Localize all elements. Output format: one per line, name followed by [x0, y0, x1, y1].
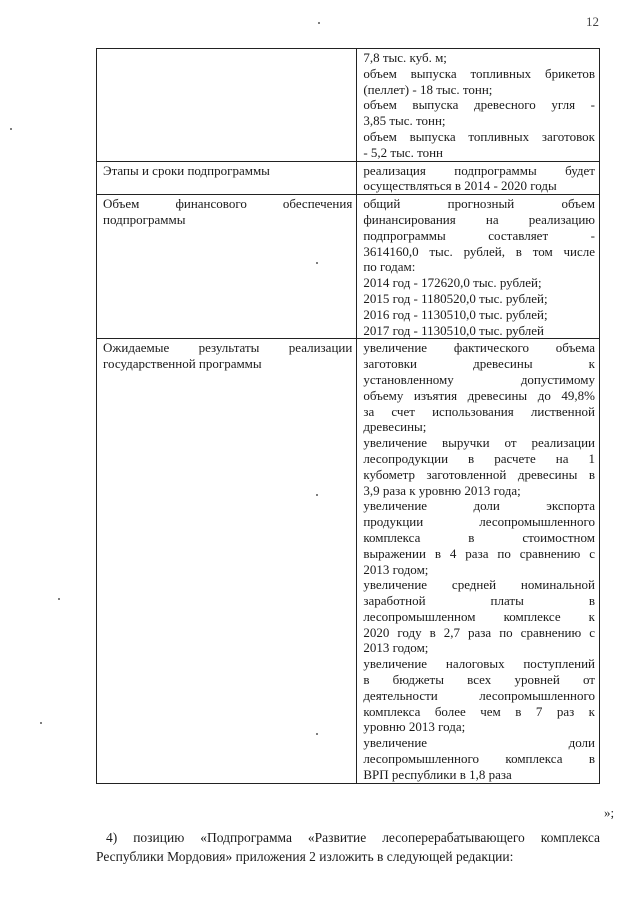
value-line: комплекса в стоимостном [363, 529, 595, 545]
value-line: подпрограммы составляет - [363, 227, 595, 243]
label-line: подпрограммы [103, 211, 186, 227]
value-line: увеличение средней номинальной [363, 577, 595, 593]
value-line: заготовки древесины к [363, 356, 595, 372]
scan-speck [316, 494, 318, 496]
value-line: 2014 год - 172620,0 тыс. рублей; [363, 275, 542, 291]
value-line: комплекса более чем в 7 раз к [363, 703, 595, 719]
value-line: - 5,2 тыс. тонн [363, 144, 444, 160]
scan-speck [316, 262, 318, 264]
value-line: общий прогнозный объем [363, 196, 595, 212]
row-value-cell [357, 339, 600, 783]
value-line: лесопромышленного комплекса в [363, 751, 595, 767]
value-line: 2013 годом; [363, 640, 429, 656]
value-line: 2017 год - 1130510,0 тыс. рублей [363, 322, 545, 338]
value-line: объему изъятия древесины до 49,8% [363, 387, 595, 403]
paragraph-line-1: 4) позицию «Подпрограмма «Развитие лесоперерабатывающего комплекса [106, 830, 600, 845]
value-line: установленному допустимому [363, 371, 595, 387]
value-line: по годам: [363, 259, 416, 275]
amendment-paragraph [96, 828, 600, 866]
row-label-cell [97, 161, 357, 195]
value-line: лесопродукции в расчете на 1 [363, 450, 595, 466]
value-line: за счет использования лиственной [363, 403, 595, 419]
value-line: 2015 год - 1180520,0 тыс. рублей; [363, 290, 548, 306]
value-line: увеличение фактического объема [363, 340, 595, 356]
row-value-cell [357, 161, 600, 195]
value-line: заработной платы в [363, 593, 595, 609]
value-line: продукции лесопромышленного [363, 514, 595, 530]
passport-table [96, 48, 600, 784]
value-line: лесопромышленном комплексе к [363, 608, 595, 624]
value-line: деятельности лесопромышленного [363, 687, 595, 703]
value-line: увеличение налоговых поступлений [363, 656, 595, 672]
table-row [97, 161, 600, 195]
value-line: уровню 2013 года; [363, 719, 466, 735]
value-line: 2016 год - 1130510,0 тыс. рублей; [363, 306, 548, 322]
value-line: в бюджеты всех уровней от [363, 672, 595, 688]
row-value-cell [357, 195, 600, 339]
label-line: Ожидаемые результаты реализации [103, 340, 353, 356]
paragraph-line-2: Республики Мордовия» приложения 2 изложить в следующей редакции: [96, 849, 514, 864]
table-row [97, 195, 600, 339]
value-line: объем выпуска древесного угля - [363, 97, 595, 113]
value-line: финансирования на реализацию [363, 211, 595, 227]
table-row [97, 49, 600, 162]
value-line: объем выпуска топливных заготовок [363, 128, 595, 144]
value-line: увеличение доли [363, 735, 595, 751]
value-line: выражении в 4 раза по сравнению с [363, 545, 595, 561]
row-value-cell [357, 49, 600, 162]
scan-speck [58, 598, 60, 600]
closing-quote-mark: »; [604, 805, 615, 820]
value-line: древесины; [363, 419, 427, 435]
value-line: увеличение выручки от реализации [363, 435, 595, 451]
value-line: (пеллет) - 18 тыс. тонн; [363, 81, 493, 97]
value-line: объем выпуска топливных брикетов [363, 65, 595, 81]
label-line: Этапы и сроки подпрограммы [103, 162, 270, 178]
value-line: 2020 году в 2,7 раза по сравнению с [363, 624, 595, 640]
scan-speck [10, 128, 12, 130]
scan-speck [40, 722, 42, 724]
value-line: 3,85 тыс. тонн; [363, 113, 446, 129]
value-line: увеличение доли экспорта [363, 498, 595, 514]
page-number: 12 [586, 14, 599, 29]
value-line: 2013 годом; [363, 561, 429, 577]
value-line: 7,8 тыс. куб. м; [363, 50, 447, 65]
scan-speck [318, 22, 320, 24]
value-line: реализация подпрограммы будет [363, 162, 595, 178]
row-label-cell [97, 49, 357, 162]
value-line: 3614160,0 тыс. рублей, в том числе [363, 243, 595, 259]
row-label-cell [97, 339, 357, 783]
label-line: Объем финансового обеспечения [103, 196, 353, 212]
value-line: 3,9 раза к уровню 2013 года; [363, 482, 521, 498]
value-line: кубометр заготовленной древесины в [363, 466, 595, 482]
row-label-cell [97, 195, 357, 339]
value-line: осуществляться в 2014 - 2020 годы [363, 178, 557, 194]
value-line: ВРП республики в 1,8 раза [363, 766, 512, 782]
table-row [97, 339, 600, 783]
label-line: государственной программы [103, 356, 262, 372]
scan-speck [316, 733, 318, 735]
